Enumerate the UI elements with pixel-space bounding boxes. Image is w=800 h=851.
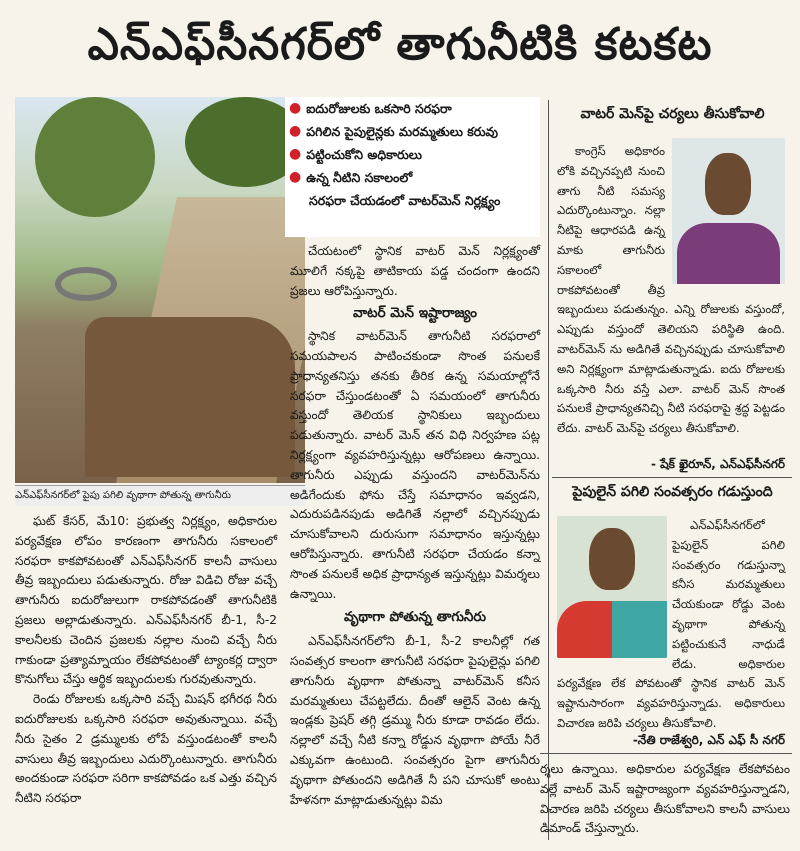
body-paragraph: ర్శలు ఉన్నాయి. అధికారుల పర్యవేక్షణ లేకపోవటం వల్లే వాటర్ మెన్ ఇష్టారాజ్యంగా వ్యవహరిస్తున్నాడని, విచారణ జరిపి చర్యలు తీసుకోవాలని కాలనీ వాసులు డిమాండ్ చేస్తున్నారు. (540, 762, 790, 836)
body-paragraph: కాంగ్రెస్ అధికారం లోకి వచ్చినప్పటి నుంచి తాగు నీటి సమస్య ఎదుర్కొంటున్నాం. నల్లా నీటిపై ఆధారపడి ఉన్న మాకు తాగునీరు సకాలంలో రాకపోవటంతో తీవ్ర ఇబ్బందులు పడుతున్నం. ఎన్ని రోజులకు వస్తుందో, ఎప్పుడు వస్తుందో తెలియని పరిస్థితి ఉంది. వాటర్‌మెన్ ను అడిగితే వచ్చినప్పుడు చూసుకోవాలి అని నిర్లక్ష్యంగా మాట్లాడుతున్నాడు. ఐదు రోజులకు ఒక్కసారి నీరు వస్తే ఎలా. వాటర్ మెన్ సొంత పనులకే ప్రాధాన్యతనిచ్చి నీటి సరఫరాపై శ్రద్ధ పెట్టడం లేదు. వాటర్ మెన్‌పై చర్యలు తీసుకోవాలి. (557, 144, 785, 436)
box2-signature: -నేతి రాజేశ్వరి, ఎన్ ఎఫ్ సీ నగర్ (632, 733, 785, 747)
body-paragraph: చేయటంలో స్థానిక వాటర్ మెన్ నిర్లక్ష్యంతో మూలిగే నక్కపై తాటికాయ పడ్డ చందంగా ఉందని ప్రజలు ఆరోపిస్తున్నారు. (290, 244, 540, 298)
box2-title: పైపులైన్ పగిలి సంవత్సరం గడుస్తుంది (572, 484, 773, 500)
column-1 (15, 512, 277, 809)
road-leak-photo (15, 97, 305, 483)
body-paragraph: రెండు రోజులకు ఒక్కసారి వచ్చే మిషన్ భగీరథ నీరు ఐదురోజులకు ఒక్కసారి సరఫరా అవుతున్నాయి. వచ్చే నీరు సైతం 2 డ్రమ్ములకు లోపే వస్తుండటంతో కాలనీ వాసులు తీవ్ర ఇబ్బందులు ఎదుర్కొంటున్నారు. తాగునీరు అందకుండా సరఫరా సరిగా కాకపోవడం ఒక ఎత్తు వచ్చిన నీటిని సరఫరా (15, 692, 277, 806)
highlight-item: ● పగిలిన పైపులైన్లకు మరమ్మతులు కరువు (289, 120, 540, 143)
bullet-icon: ● (289, 169, 302, 185)
box-divider (552, 477, 792, 478)
tree-shape (35, 97, 155, 217)
column-2 (290, 242, 540, 810)
box1-signature: - షేక్ ఖైరూన్, ఎన్ఎఫ్‌సీనగర్ (650, 457, 785, 471)
highlights-box (285, 97, 540, 237)
subheading: వృథాగా పోతున్న తాగునీరు (343, 609, 487, 626)
highlight-item: సరఫరా చేయడంలో వాటర్‌మెన్ నిర్లక్ష్యం (309, 193, 501, 208)
bullet-icon: ● (289, 123, 302, 139)
box1-body (557, 142, 785, 439)
body-paragraph: స్థానిక వాటర్‌మెన్ తాగునీటి సరఫరాలో సమయపాలన పాటించకుండా సొంత పనులకే ప్రాధాన్యతనిస్తు తనకు తీరిక ఉన్న సమయాల్లోనే సరఫరా చేస్తుండటంతో ఏ సమయంలో తాగునీరు వస్తుందో తెలియక స్థానికులు ఇబ్బందులు పడుతున్నారు. వాటర్ మెన్ తన విధి నిర్వహణ పట్ల నిర్లక్ష్యంగా వ్యవహరిస్తున్నట్లు ఆరోపణలు ఉన్నాయి. తాగునీరు ఎప్పుడు వస్తుందని వాటర్‌మెన్‌ను అడిగేందుకు ఫోను చేస్తే సమాధానం ఇవ్వడని, ఎదురుపడినపుడు అడిగితే నల్లాలో వచ్చినప్పుడు చూసుకోవాలని దురుసుగా సమాధానం ఇస్తున్నట్లు ఆరోపిస్తున్నారు. తాగునీటి సరఫరా చేయడం కన్నా సొంత పనులకే అధిక ప్రాధాన్యత ఇస్తున్నట్లు విమర్శలు ఉన్నాయి. (290, 329, 540, 601)
subheading: వాటర్ మెన్ ఇష్టారాజ్యం (353, 305, 477, 322)
wet-patch-shape (85, 317, 295, 477)
photo-caption: ఎన్ఎఫ్‌సీనగర్‌లో పైపు పగిలి వృథాగా పోతున్న తాగునీరు (15, 485, 305, 506)
body-paragraph: ఘట్ కేసర్, మే10: ప్రభుత్వ నిర్లక్ష్యం, అధికారుల పర్యవేక్షణ లోపం కారణంగా తాగునీరు సకాలంలో సరఫరా కాకపోవటంతో ఎన్ఎఫ్‌సీనగర్ కాలనీ వాసులు తీవ్ర ఇబ్బందులు పడుతున్నారు. రోజు విడిచి రోజు వచ్చే తాగునీరు ఐదురోజులుగా రాకపోవడంతో తాగునీటికి ప్రజలు అల్లాడుతున్నారు. ఎన్ఎఫ్‌సీనగర్ బీ-1, సీ-2 కాలనీలకు చెందిన ప్రజలకు నల్లాల నుంచి వచ్చే నీరు గాకుండా ప్రత్యామ్నాయం లేకపోవటంతో ట్యాంకర్ల ద్వారా కొనుగోలు చేస్తు ఆర్థిక ఇబ్బందులకు గురవుతున్నారు. (15, 514, 277, 687)
box2-body (557, 516, 785, 734)
highlight-item: ● పట్టించుకోని అధికారులు (289, 143, 540, 166)
body-paragraph: ఎన్ఎఫ్‌సీనగర్‌లో పైపులైన్ పగిలి సంవత్సరం గడుస్తున్నా కనీస మరమ్మతులు చేయకుండా రోడ్డు వెంట వృథాగా పోతున్న పట్టించుకునే నాధుడే లేడు. అధికారుల పర్యవేక్షణ లేక పోవటంతో స్థానిక వాటర్ మెన్ ఇష్టానుసారంగా వ్యవహరిస్తున్నాడు. అధికారులు విచారణ జరిపి చర్యలు తీసుకోవాలి. (557, 518, 785, 730)
tyre-shape (55, 267, 117, 301)
bullet-icon: ● (289, 100, 302, 116)
box-divider (540, 753, 792, 754)
highlight-item: ● ఉన్న నీటిని సకాలంలో (289, 166, 540, 189)
headline: ఎన్ఎఫ్‌సీనగర్‌లో తాగునీటికి కటకట (87, 19, 713, 70)
column-divider (548, 100, 549, 840)
bullet-icon: ● (289, 146, 302, 162)
body-paragraph: ఎన్ఎఫ్‌సీనగర్‌లోని బీ-1, సీ-2 కాలనీల్లో గత సంవత్సర కాలంగా తాగునీటి సరఫరా పైపులైన్లు పగిలి తాగునీరు వృథాగా పోతున్నా వాటర్‌మెన్ కనీస మరమ్మతులు చేపట్టలేదు. దీంతో ఆలైన్ వెంట ఉన్న ఇండ్లకు ప్రెషర్ తగ్గి డ్రమ్ము నీరు కూడా రావడం లేదు. నల్లాలో వచ్చే నీటి కన్నా రోడ్డున వృథాగా పోయే నీరే ఎక్కువగా ఉంటుంది. సంవత్సరం పైగా తాగునీరు వృథాగా పోతుందని అడిగితే నీ పని చూసుకో అంటు హేళనగా మాట్లాడుతున్నట్లు విమ (290, 634, 540, 807)
column-3-tail (540, 760, 790, 839)
highlight-item: ● ఐదురోజులకు ఒకసారి సరఫరా (289, 97, 540, 120)
box1-title: వాటర్ మెన్‌పై చర్యలు తీసుకోవాలి (580, 106, 765, 122)
